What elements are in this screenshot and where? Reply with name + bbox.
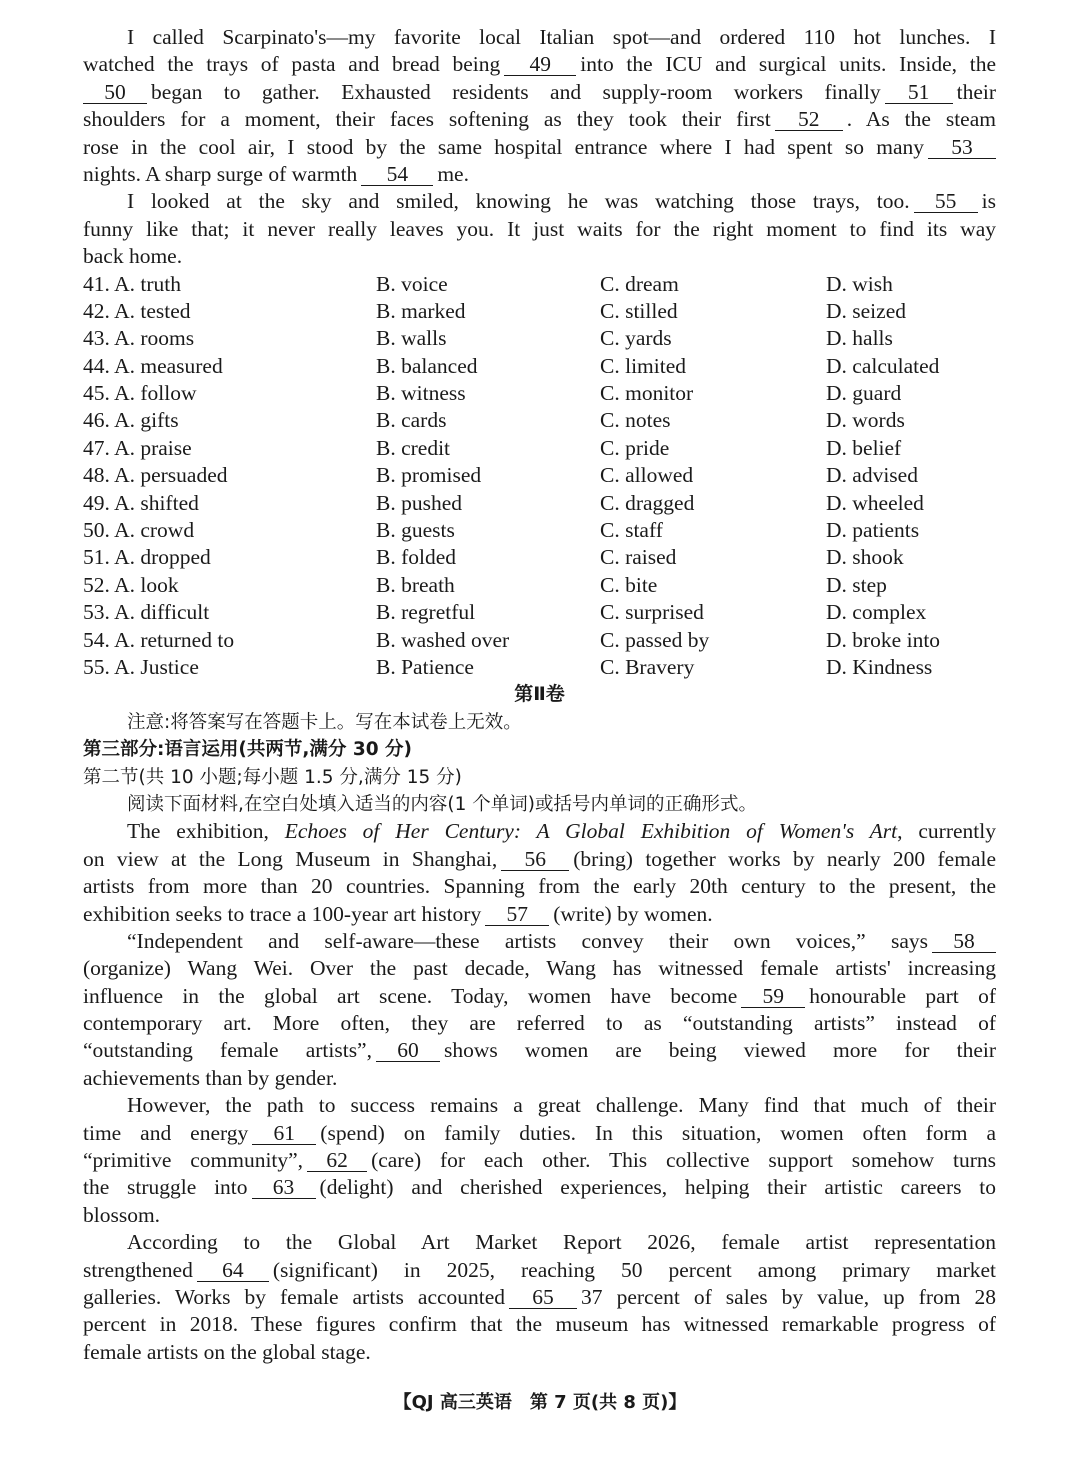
option-c: C. allowed: [600, 463, 694, 488]
option-c: C. raised: [600, 545, 677, 570]
text-span: (delight) and cherished experiences, helping their artistic careers to: [319, 1175, 996, 1200]
text-line: [83, 928, 996, 955]
option-b: B. Patience: [376, 654, 474, 679]
option-c: C. yards: [600, 326, 672, 351]
text-line: I called Scarpinato's—my favorite local Italian spot—and ordered 110 hot lunches. I: [127, 25, 996, 49]
option-b: B. pushed: [376, 490, 462, 515]
text-line: [83, 818, 996, 845]
option-a: 55. A. Justice: [83, 654, 199, 679]
option-d: D. patients: [826, 518, 920, 543]
option-d: D. guard: [826, 381, 902, 406]
option-a: 52. A. look: [83, 572, 179, 597]
text-line: [83, 106, 996, 133]
text-line: [83, 901, 996, 928]
text-span: (bring) together works by nearly 200 female: [573, 846, 996, 871]
option-row: [83, 298, 996, 325]
option-row: [83, 353, 996, 380]
text-span: exhibition seeks to trace a 100-year art history: [83, 901, 482, 926]
text-span: “outstanding female artists”,: [83, 1038, 372, 1063]
blank-52: 52: [775, 108, 843, 131]
option-a: 49. A. shifted: [83, 490, 199, 515]
option-d: D. broke into: [826, 627, 941, 652]
subpart-heading: 第二节(共 10 小题;每小题 1.5 分,满分 15 分): [83, 766, 462, 788]
option-d: D. wish: [826, 271, 893, 296]
option-row: [83, 654, 996, 681]
blank-49: 49: [504, 53, 576, 76]
text-line: [83, 134, 996, 161]
text-line: contemporary art. More often, they are referred to as “outstanding artists” instead of: [83, 1011, 996, 1036]
option-d: D. step: [826, 572, 887, 597]
text-line: back home.: [83, 244, 183, 269]
text-line: [83, 983, 996, 1010]
text-span: into the ICU and surgical units. Inside, the: [580, 52, 996, 77]
option-b: B. balanced: [376, 353, 478, 378]
option-c: C. stilled: [600, 298, 678, 323]
blank-59: 59: [741, 985, 805, 1008]
blank-56: 56: [501, 848, 569, 871]
option-a: 48. A. persuaded: [83, 463, 228, 488]
option-a: 44. A. measured: [83, 353, 223, 378]
option-c: C. monitor: [600, 381, 694, 406]
text-line: [83, 1037, 996, 1064]
option-c: C. limited: [600, 353, 686, 378]
option-row: [83, 544, 996, 571]
option-a: 53. A. difficult: [83, 600, 210, 625]
text-line: achievements than by gender.: [83, 1065, 338, 1090]
option-b: B. credit: [376, 435, 451, 460]
blank-62: 62: [307, 1149, 367, 1172]
text-span: (spend) on family duties. In this situation, women often form a: [320, 1120, 996, 1145]
text-line: [83, 846, 996, 873]
option-row: [83, 380, 996, 407]
option-c: C. notes: [600, 408, 671, 433]
blank-51: 51: [885, 81, 953, 104]
text-line: funny like that; it never really leaves you. It just waits for the right moment to find its way: [83, 216, 996, 241]
text-line: [83, 1174, 996, 1201]
text-span: (write) by women.: [553, 901, 713, 926]
option-d: D. seized: [826, 298, 906, 323]
option-b: B. breath: [376, 572, 455, 597]
text-span: (significant) in 2025, reaching 50 percent among primary market: [272, 1257, 996, 1282]
passage-b-paragraph-2: [83, 928, 996, 1092]
blank-57: 57: [485, 903, 549, 926]
text-span: 37 percent of sales by value, up from 28: [581, 1284, 996, 1309]
option-a: 47. A. praise: [83, 435, 192, 460]
option-row: [83, 599, 996, 626]
option-row: [83, 271, 996, 298]
text-line: According to the Global Art Market Report 2026, female artist representation: [127, 1230, 996, 1255]
option-b: B. folded: [376, 545, 457, 570]
option-row: [83, 325, 996, 352]
passage-a-paragraph-2: [83, 188, 996, 270]
option-a: 45. A. follow: [83, 381, 197, 406]
section-note: 注意:将答案写在答题卡上。写在本试卷上无效。: [127, 711, 522, 733]
blank-50: 50: [83, 81, 147, 104]
option-a: 46. A. gifts: [83, 408, 179, 433]
text-line: [83, 161, 996, 188]
page-footer: 【QJ 高三英语 第 7 页(共 8 页)】: [393, 1392, 687, 1413]
text-line: (organize) Wang Wei. Over the past decade, Wang has witnessed female artists' increasing: [83, 956, 996, 981]
text-line: blossom.: [83, 1202, 161, 1227]
passage-b-paragraph-1: [83, 818, 996, 928]
text-line: [83, 51, 996, 78]
option-row: [83, 435, 996, 462]
text-span: honourable part of: [809, 983, 996, 1008]
blank-55: 55: [914, 190, 978, 213]
instruction: 阅读下面材料,在空白处填入适当的内容(1 个单词)或括号内单词的正确形式。: [127, 793, 757, 815]
blank-61: 61: [252, 1122, 316, 1145]
option-row: [83, 572, 996, 599]
text-line: However, the path to success remains a great challenge. Many find that much of their: [127, 1093, 996, 1118]
option-a: 41. A. truth: [83, 271, 181, 296]
option-c: C. bite: [600, 572, 658, 597]
text-span: strengthened: [83, 1257, 193, 1282]
option-b: B. washed over: [376, 627, 510, 652]
options-list: [83, 271, 996, 682]
option-b: B. regretful: [376, 600, 476, 625]
text-line: female artists on the global stage.: [83, 1339, 371, 1364]
option-row: [83, 462, 996, 489]
text-span: (care) for each other. This collective support somehow turns: [371, 1148, 996, 1173]
option-d: D. complex: [826, 600, 927, 625]
text-span: The exhibition,: [127, 819, 269, 844]
section-title: 第Ⅱ卷: [514, 683, 565, 706]
option-a: 42. A. tested: [83, 298, 191, 323]
passage-b-paragraph-4: [83, 1229, 996, 1366]
text-span: the struggle into: [83, 1175, 248, 1200]
text-span: on view at the Long Museum in Shanghai,: [83, 846, 498, 871]
option-a: 51. A. dropped: [83, 545, 211, 570]
text-span: rose in the cool air, I stood by the same hospital entrance where I had spent so many: [83, 134, 924, 159]
page-content: [83, 24, 996, 1366]
option-b: B. witness: [376, 381, 466, 406]
option-b: B. voice: [376, 271, 448, 296]
option-d: D. advised: [826, 463, 918, 488]
passage-b-paragraph-3: [83, 1092, 996, 1229]
text-span: began to gather. Exhausted residents and supply-room workers finally: [151, 79, 881, 104]
option-d: D. halls: [826, 326, 893, 351]
text-line: [83, 1257, 996, 1284]
blank-64: 64: [197, 1259, 269, 1282]
text-line: [83, 1147, 996, 1174]
option-c: C. pride: [600, 435, 670, 460]
text-span: is: [981, 189, 996, 214]
option-c: C. dragged: [600, 490, 695, 515]
option-d: D. shook: [826, 545, 904, 570]
option-c: C. Bravery: [600, 654, 695, 679]
option-a: 43. A. rooms: [83, 326, 195, 351]
option-b: B. marked: [376, 298, 466, 323]
text-span: . As the steam: [846, 107, 996, 132]
option-row: [83, 627, 996, 654]
option-c: C. surprised: [600, 600, 704, 625]
option-c: C. dream: [600, 271, 679, 296]
text-span: their: [956, 79, 996, 104]
option-row: [83, 490, 996, 517]
text-span: “primitive community”,: [83, 1148, 304, 1173]
passage-a-paragraph-1: [83, 24, 996, 188]
blank-54: 54: [361, 163, 433, 186]
option-d: D. wheeled: [826, 490, 924, 515]
text-span: watched the trays of pasta and bread being: [83, 52, 501, 77]
part-heading: 第三部分:语言运用(共两节,满分 30 分): [83, 739, 412, 761]
exhibition-title: Echoes of Her Century: A Global Exhibition of Women's Art: [284, 819, 898, 844]
option-d: D. Kindness: [826, 654, 933, 679]
text-span: nights. A sharp surge of warmth: [83, 161, 358, 186]
text-span: I looked at the sky and smiled, knowing he was watching those trays, too.: [127, 189, 910, 214]
text-line: [83, 79, 996, 106]
option-c: C. passed by: [600, 627, 710, 652]
option-row: [83, 517, 996, 544]
option-d: D. words: [826, 408, 905, 433]
text-span: me.: [437, 161, 469, 186]
option-row: [83, 407, 996, 434]
text-line: [83, 1284, 996, 1311]
text-span: , currently: [897, 819, 996, 844]
option-c: C. staff: [600, 518, 663, 543]
blank-58: 58: [932, 930, 996, 953]
option-a: 50. A. crowd: [83, 518, 195, 543]
option-d: D. belief: [826, 435, 902, 460]
text-line: artists from more than 20 countries. Spanning from the early 20th century to the present, the: [83, 874, 996, 899]
option-b: B. walls: [376, 326, 447, 351]
text-line: [83, 188, 996, 215]
option-a: 54. A. returned to: [83, 627, 235, 652]
option-b: B. cards: [376, 408, 447, 433]
blank-65: 65: [509, 1286, 577, 1309]
text-span: shoulders for a moment, their faces softening as they took their first: [83, 107, 771, 132]
text-span: time and energy: [83, 1120, 249, 1145]
text-line: percent in 2018. These figures confirm that the museum has witnessed remarkable progress of: [83, 1312, 996, 1337]
option-b: B. promised: [376, 463, 482, 488]
text-span: shows women are being viewed more for their: [443, 1038, 996, 1063]
blank-60: 60: [376, 1039, 440, 1062]
text-span: galleries. Works by female artists accounted: [83, 1284, 506, 1309]
text-line: [83, 1120, 996, 1147]
blank-63: 63: [252, 1176, 316, 1199]
blank-53: 53: [928, 136, 996, 159]
option-b: B. guests: [376, 518, 455, 543]
text-span: influence in the global art scene. Today, women have become: [83, 983, 738, 1008]
text-span: “Independent and self-aware—these artists convey their own voices,” says: [127, 928, 928, 953]
option-d: D. calculated: [826, 353, 940, 378]
